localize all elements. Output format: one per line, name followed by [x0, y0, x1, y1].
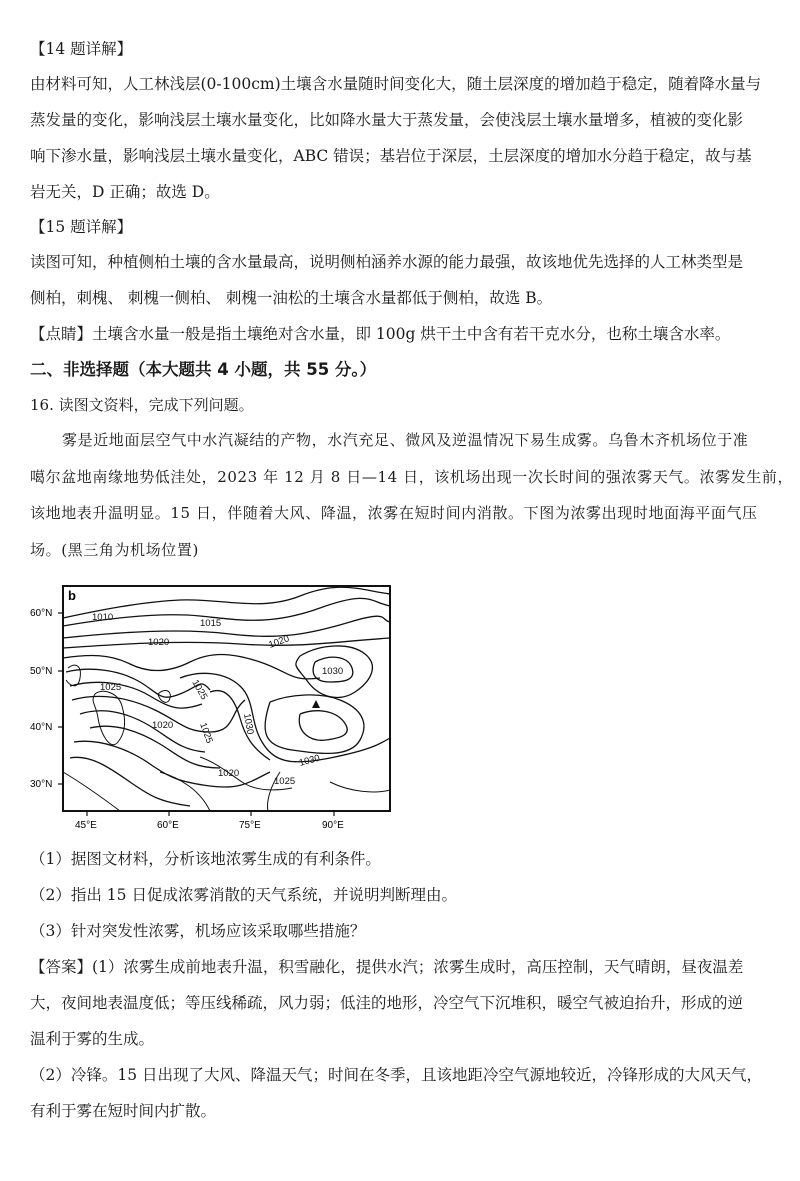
pressure-map-svg — [30, 582, 410, 837]
isobar-label-1030-a: 1030 — [322, 666, 344, 677]
isobar-label-1030-c: 1030 — [241, 712, 256, 736]
answer-line-4: （2）冷锋。15 日出现了大风、降温天气；时间在冬季，且该地距冷空气源地较近，冷锋形成的大风天气， — [30, 1066, 763, 1084]
lon-label-90: 90°E — [322, 820, 344, 831]
q14-line-1: 由材料可知，人工林浅层(0-100cm)土壤含水量随时间变化大，随土层深度的增加趋于稳定，随着降水量与 — [30, 75, 762, 93]
q15-heading: 【15 题详解】 — [30, 218, 133, 236]
map-panel-label: b — [68, 588, 76, 603]
q14-heading: 【14 题详解】 — [30, 40, 133, 58]
isobar-label-1020-a: 1020 — [148, 637, 170, 648]
q16-material-line-2: 噶尔盆地南缘地势低洼处，2023 年 12 月 8 日—14 日，该机场出现一次长时间的强浓雾天气。浓雾发生前， — [30, 467, 794, 486]
answer-line-2: 大，夜间地表温度低；等压线稀疏，风力弱；低洼的地形，冷空气下沉堆积，暖空气被迫抬升，形成的逆 — [30, 994, 744, 1012]
q14-line-2: 蒸发量的变化，影响浅层土壤水量变化，比如降水量大于蒸发量，会使浅层土壤水量增多，植被的变化影 — [30, 111, 744, 129]
q16-question-2: （2）指出 15 日促成浓雾消散的天气系统，并说明判断理由。 — [30, 886, 457, 904]
answer-line-3: 温利于雾的生成。 — [30, 1030, 155, 1048]
q15-line-2: 侧柏，刺槐、 刺槐一侧柏、 刺槐一油松的土壤含水量都低于侧柏，故选 B。 — [30, 289, 553, 307]
q16-question-3: （3）针对突发性浓雾，机场应该采取哪些措施？ — [30, 922, 366, 940]
lat-label-60: 60°N — [30, 608, 53, 619]
section-2-title: 二、非选择题（本大题共 4 小题，共 55 分。） — [30, 360, 377, 379]
isobar-label-1025-d: 1025 — [274, 776, 296, 787]
document-page — [30, 32, 794, 1129]
lon-label-45: 45°E — [75, 820, 97, 831]
isobar-label-1010: 1010 — [92, 612, 114, 623]
q15-line-1: 读图可知，种植侧柏土壤的含水量最高，说明侧柏涵养水源的能力最强，故该地优先选择的人工林类型是 — [30, 253, 744, 271]
q14-line-3: 响下渗水量，影响浅层土壤水量变化，ABC 错误；基岩位于深层，土层深度的增加水分趋于稳定，故与基 — [30, 147, 752, 165]
q16-prompt: 16. 读图文资料，完成下列问题。 — [30, 396, 254, 414]
q16-question-1: （1）据图文材料，分析该地浓雾生成的有利条件。 — [30, 850, 381, 868]
isobar-label-1020-c: 1020 — [218, 768, 240, 779]
isobar-label-1020-d: 1020 — [267, 633, 291, 651]
lat-label-40: 40°N — [30, 722, 53, 733]
q15-note: 【点睛】土壤含水量一般是指土壤绝对含水量，即 100g 烘干土中含有若干克水分，也称土壤含水率。 — [30, 325, 731, 343]
lat-label-50: 50°N — [30, 666, 53, 677]
lon-label-60: 60°E — [157, 820, 179, 831]
pressure-field-map — [30, 582, 410, 837]
q16-material-line-4: 场。(黑三角为机场位置) — [30, 540, 199, 559]
answer-line-5: 有利于雾在短时间内扩散。 — [30, 1102, 217, 1120]
lon-label-75: 75°E — [239, 820, 261, 831]
isobar-label-1025-a: 1025 — [100, 682, 122, 693]
isobar-label-1025-c: 1025 — [197, 721, 215, 745]
isobar-label-1030-b: 1030 — [297, 752, 322, 769]
q14-line-4: 岩无关，D 正确；故选 D。 — [30, 183, 220, 201]
isobar-label-1020-b: 1020 — [152, 720, 174, 731]
answer-line-1: 【答案】(1）浓雾生成前地表升温，积雪融化，提供水汽；浓雾生成时，高压控制，天气晴朗，昼夜温差 — [30, 958, 744, 976]
q16-material-line-1: 雾是近地面层空气中水汽凝结的产物，水汽充足、微风及逆温情况下易生成雾。乌鲁木齐机场位于准 — [62, 431, 749, 449]
isobar-label-1015: 1015 — [200, 618, 222, 629]
q16-material-line-3: 该地地表升温明显。15 日，伴随着大风、降温，浓雾在短时间内消散。下图为浓雾出现时地面海平面气压 — [30, 504, 758, 522]
lat-label-30: 30°N — [30, 779, 53, 790]
isobar-label-1025-b: 1025 — [189, 678, 210, 702]
